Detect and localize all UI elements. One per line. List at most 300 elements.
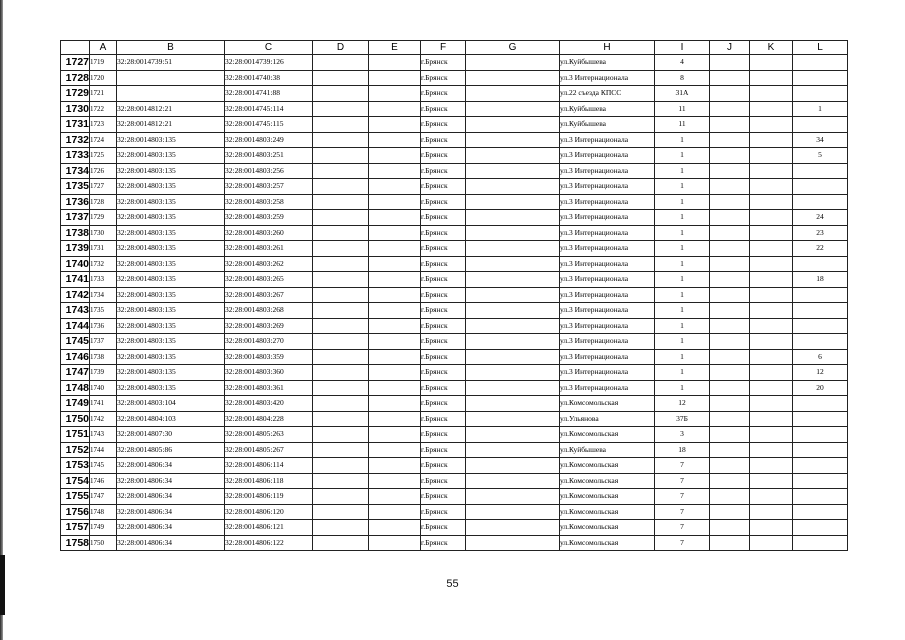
table-row <box>61 458 848 474</box>
cell-a: 1736 <box>90 318 117 334</box>
cell-k <box>750 272 793 288</box>
cell-c: 32:28:0014806:120 <box>225 504 313 520</box>
cell-c: 32:28:0014803:359 <box>225 349 313 365</box>
cell-g <box>466 225 560 241</box>
cell-i: 7 <box>655 473 710 489</box>
cell-c: 32:28:0014804:228 <box>225 411 313 427</box>
cell-l <box>793 489 848 505</box>
cell-j <box>710 117 750 133</box>
row-number: 1745 <box>61 334 90 350</box>
table-row <box>61 303 848 319</box>
cell-b: 32:28:0014803:135 <box>117 256 225 272</box>
cell-k <box>750 349 793 365</box>
cell-b: 32:28:0014803:135 <box>117 163 225 179</box>
cell-j <box>710 70 750 86</box>
cell-j <box>710 349 750 365</box>
cell-b: 32:28:0014803:135 <box>117 241 225 257</box>
cell-h: ул.Комсомольская <box>560 504 655 520</box>
table-row <box>61 349 848 365</box>
cell-c: 32:28:0014745:114 <box>225 101 313 117</box>
cell-c: 32:28:0014803:265 <box>225 272 313 288</box>
row-number: 1740 <box>61 256 90 272</box>
table-row <box>61 489 848 505</box>
cell-a: 1719 <box>90 55 117 71</box>
cell-f: г.Брянск <box>421 520 466 536</box>
cell-k <box>750 117 793 133</box>
table-row <box>61 179 848 195</box>
cell-l: 20 <box>793 380 848 396</box>
cell-b: 32:28:0014803:135 <box>117 225 225 241</box>
cell-e <box>369 504 421 520</box>
cell-j <box>710 473 750 489</box>
cell-k <box>750 287 793 303</box>
cell-j <box>710 55 750 71</box>
cell-h: ул.Куйбышева <box>560 117 655 133</box>
cell-i: 31А <box>655 86 710 102</box>
cell-k <box>750 210 793 226</box>
cell-e <box>369 380 421 396</box>
cell-g <box>466 287 560 303</box>
cell-g <box>466 210 560 226</box>
row-number: 1733 <box>61 148 90 164</box>
cell-d <box>313 194 369 210</box>
cell-l <box>793 504 848 520</box>
cell-h: ул.3 Интернационала <box>560 349 655 365</box>
cell-l <box>793 334 848 350</box>
cell-h: ул.3 Интернационала <box>560 148 655 164</box>
cell-k <box>750 256 793 272</box>
cell-b: 32:28:0014807:30 <box>117 427 225 443</box>
cell-c: 32:28:0014803:270 <box>225 334 313 350</box>
cell-d <box>313 411 369 427</box>
cell-a: 1744 <box>90 442 117 458</box>
cell-g <box>466 194 560 210</box>
cell-i: 11 <box>655 101 710 117</box>
cell-i: 1 <box>655 256 710 272</box>
cell-k <box>750 411 793 427</box>
cell-c: 32:28:0014803:268 <box>225 303 313 319</box>
page-number: 55 <box>446 578 459 590</box>
cell-k <box>750 148 793 164</box>
cell-c: 32:28:0014803:260 <box>225 225 313 241</box>
row-number: 1735 <box>61 179 90 195</box>
cell-f: г.Брянск <box>421 411 466 427</box>
cell-d <box>313 504 369 520</box>
cell-h: ул.Комсомольская <box>560 535 655 551</box>
cell-h: ул.Комсомольская <box>560 396 655 412</box>
cell-l <box>793 163 848 179</box>
cell-l: 1 <box>793 101 848 117</box>
cell-f: г.Брянск <box>421 55 466 71</box>
cell-j <box>710 489 750 505</box>
cell-j <box>710 225 750 241</box>
cell-l <box>793 411 848 427</box>
row-number: 1758 <box>61 535 90 551</box>
cell-k <box>750 535 793 551</box>
table-row <box>61 396 848 412</box>
cell-c: 32:28:0014739:126 <box>225 55 313 71</box>
cell-h: ул.Комсомольская <box>560 458 655 474</box>
cell-b: 32:28:0014803:135 <box>117 132 225 148</box>
cell-e <box>369 132 421 148</box>
cell-i: 1 <box>655 380 710 396</box>
cell-i: 1 <box>655 225 710 241</box>
cell-g <box>466 117 560 133</box>
cell-e <box>369 272 421 288</box>
table-row <box>61 272 848 288</box>
cell-l <box>793 70 848 86</box>
cell-k <box>750 473 793 489</box>
cell-e <box>369 473 421 489</box>
cell-a: 1750 <box>90 535 117 551</box>
cell-f: г.Брянск <box>421 334 466 350</box>
cell-k <box>750 318 793 334</box>
cell-i: 1 <box>655 163 710 179</box>
cell-f: г.Брянск <box>421 117 466 133</box>
cell-j <box>710 411 750 427</box>
cell-i: 7 <box>655 489 710 505</box>
cell-h: ул.3 Интернационала <box>560 194 655 210</box>
cell-k <box>750 241 793 257</box>
cell-a: 1747 <box>90 489 117 505</box>
cell-e <box>369 303 421 319</box>
cell-f: г.Брянск <box>421 396 466 412</box>
cell-j <box>710 241 750 257</box>
cell-i: 1 <box>655 334 710 350</box>
cell-l: 23 <box>793 225 848 241</box>
table-row <box>61 86 848 102</box>
cell-d <box>313 86 369 102</box>
cell-d <box>313 117 369 133</box>
cell-a: 1724 <box>90 132 117 148</box>
cell-e <box>369 225 421 241</box>
cell-d <box>313 318 369 334</box>
cell-h: ул.Ульянова <box>560 411 655 427</box>
cell-g <box>466 504 560 520</box>
cell-b: 32:28:0014803:135 <box>117 334 225 350</box>
column-header-i: I <box>655 41 710 55</box>
table-row <box>61 287 848 303</box>
column-header-d: D <box>313 41 369 55</box>
cell-i: 12 <box>655 396 710 412</box>
cell-h: ул.3 Интернационала <box>560 365 655 381</box>
cell-l <box>793 86 848 102</box>
cell-c: 32:28:0014803:420 <box>225 396 313 412</box>
cell-b: 32:28:0014803:135 <box>117 380 225 396</box>
row-number: 1732 <box>61 132 90 148</box>
cell-d <box>313 272 369 288</box>
cell-b: 32:28:0014812:21 <box>117 117 225 133</box>
cell-l: 18 <box>793 272 848 288</box>
column-header-k: K <box>750 41 793 55</box>
cell-c: 32:28:0014741:88 <box>225 86 313 102</box>
row-number: 1757 <box>61 520 90 536</box>
cell-j <box>710 303 750 319</box>
cell-g <box>466 380 560 396</box>
cell-j <box>710 132 750 148</box>
cell-i: 1 <box>655 148 710 164</box>
cell-e <box>369 148 421 164</box>
cell-j <box>710 535 750 551</box>
cell-d <box>313 148 369 164</box>
cell-j <box>710 365 750 381</box>
cell-b: 32:28:0014803:135 <box>117 148 225 164</box>
cell-b: 32:28:0014804:103 <box>117 411 225 427</box>
row-number: 1730 <box>61 101 90 117</box>
cell-b: 32:28:0014806:34 <box>117 489 225 505</box>
row-number: 1727 <box>61 55 90 71</box>
cell-j <box>710 179 750 195</box>
cell-a: 1735 <box>90 303 117 319</box>
cell-h: ул.3 Интернационала <box>560 272 655 288</box>
cell-j <box>710 458 750 474</box>
column-header-l: L <box>793 41 848 55</box>
table-row <box>61 194 848 210</box>
cell-i: 7 <box>655 535 710 551</box>
table-row <box>61 101 848 117</box>
cell-c: 32:28:0014806:122 <box>225 535 313 551</box>
cell-f: г.Брянск <box>421 442 466 458</box>
cell-a: 1738 <box>90 349 117 365</box>
cell-c: 32:28:0014803:249 <box>225 132 313 148</box>
cell-b: 32:28:0014803:135 <box>117 349 225 365</box>
cell-g <box>466 101 560 117</box>
cell-d <box>313 489 369 505</box>
cell-b: 32:28:0014805:86 <box>117 442 225 458</box>
cell-e <box>369 210 421 226</box>
cell-f: г.Брянск <box>421 535 466 551</box>
cell-e <box>369 365 421 381</box>
cell-g <box>466 442 560 458</box>
cell-f: г.Брянск <box>421 194 466 210</box>
row-number: 1744 <box>61 318 90 334</box>
cell-l <box>793 179 848 195</box>
cell-k <box>750 179 793 195</box>
cell-g <box>466 55 560 71</box>
cell-l <box>793 287 848 303</box>
cell-i: 8 <box>655 70 710 86</box>
cell-e <box>369 70 421 86</box>
cell-g <box>466 241 560 257</box>
row-number: 1747 <box>61 365 90 381</box>
cell-a: 1727 <box>90 179 117 195</box>
cell-f: г.Брянск <box>421 272 466 288</box>
table-row <box>61 442 848 458</box>
cell-i: 1 <box>655 132 710 148</box>
cell-g <box>466 303 560 319</box>
cell-k <box>750 163 793 179</box>
cell-j <box>710 334 750 350</box>
cell-c: 32:28:0014806:119 <box>225 489 313 505</box>
cell-j <box>710 256 750 272</box>
cell-i: 1 <box>655 179 710 195</box>
spreadsheet-table <box>60 40 848 551</box>
cell-h: ул.3 Интернационала <box>560 334 655 350</box>
cell-c: 32:28:0014803:256 <box>225 163 313 179</box>
cell-a: 1732 <box>90 256 117 272</box>
cell-j <box>710 396 750 412</box>
cell-e <box>369 458 421 474</box>
cell-i: 3 <box>655 427 710 443</box>
cell-j <box>710 148 750 164</box>
cell-k <box>750 303 793 319</box>
table-row <box>61 504 848 520</box>
cell-f: г.Брянск <box>421 380 466 396</box>
cell-c: 32:28:0014805:267 <box>225 442 313 458</box>
row-number: 1728 <box>61 70 90 86</box>
cell-h: ул.3 Интернационала <box>560 225 655 241</box>
cell-j <box>710 163 750 179</box>
row-number: 1731 <box>61 117 90 133</box>
cell-c: 32:28:0014803:267 <box>225 287 313 303</box>
cell-g <box>466 365 560 381</box>
cell-h: ул.3 Интернационала <box>560 132 655 148</box>
cell-d <box>313 380 369 396</box>
cell-a: 1737 <box>90 334 117 350</box>
cell-k <box>750 86 793 102</box>
cell-f: г.Брянск <box>421 458 466 474</box>
row-number: 1746 <box>61 349 90 365</box>
cell-g <box>466 272 560 288</box>
cell-j <box>710 86 750 102</box>
cell-f: г.Брянск <box>421 70 466 86</box>
cell-f: г.Брянск <box>421 101 466 117</box>
cell-l: 12 <box>793 365 848 381</box>
cell-j <box>710 101 750 117</box>
cell-g <box>466 535 560 551</box>
cell-j <box>710 520 750 536</box>
cell-e <box>369 194 421 210</box>
cell-a: 1741 <box>90 396 117 412</box>
cell-b: 32:28:0014812:21 <box>117 101 225 117</box>
cell-k <box>750 225 793 241</box>
cell-h: ул.Куйбышева <box>560 101 655 117</box>
cell-b <box>117 70 225 86</box>
cell-e <box>369 287 421 303</box>
cell-h: ул.3 Интернационала <box>560 179 655 195</box>
column-header-a: A <box>90 41 117 55</box>
cell-h: ул.Куйбышева <box>560 55 655 71</box>
cell-e <box>369 117 421 133</box>
table-row <box>61 473 848 489</box>
column-header-c: C <box>225 41 313 55</box>
row-number: 1751 <box>61 427 90 443</box>
cell-b: 32:28:0014803:135 <box>117 179 225 195</box>
cell-b: 32:28:0014806:34 <box>117 473 225 489</box>
row-number: 1736 <box>61 194 90 210</box>
cell-e <box>369 427 421 443</box>
cell-l <box>793 442 848 458</box>
cell-c: 32:28:0014806:114 <box>225 458 313 474</box>
cell-l <box>793 117 848 133</box>
cell-f: г.Брянск <box>421 303 466 319</box>
cell-i: 11 <box>655 117 710 133</box>
cell-a: 1739 <box>90 365 117 381</box>
cell-b: 32:28:0014806:34 <box>117 535 225 551</box>
cell-d <box>313 458 369 474</box>
cell-l <box>793 458 848 474</box>
cell-k <box>750 194 793 210</box>
cell-f: г.Брянск <box>421 287 466 303</box>
cell-b: 32:28:0014806:34 <box>117 458 225 474</box>
cell-l <box>793 520 848 536</box>
cell-e <box>369 411 421 427</box>
table-row <box>61 411 848 427</box>
cell-a: 1730 <box>90 225 117 241</box>
cell-f: г.Брянск <box>421 489 466 505</box>
cell-g <box>466 489 560 505</box>
table-row <box>61 256 848 272</box>
cell-f: г.Брянск <box>421 163 466 179</box>
cell-e <box>369 101 421 117</box>
row-number: 1739 <box>61 241 90 257</box>
cell-d <box>313 520 369 536</box>
cell-k <box>750 520 793 536</box>
cell-h: ул.3 Интернационала <box>560 380 655 396</box>
cell-g <box>466 458 560 474</box>
cell-l: 24 <box>793 210 848 226</box>
table-row <box>61 318 848 334</box>
cell-k <box>750 458 793 474</box>
cell-i: 1 <box>655 287 710 303</box>
table-row <box>61 132 848 148</box>
table-body <box>61 55 848 551</box>
cell-g <box>466 256 560 272</box>
cell-b: 32:28:0014803:104 <box>117 396 225 412</box>
cell-l <box>793 194 848 210</box>
cell-b: 32:28:0014803:135 <box>117 303 225 319</box>
cell-j <box>710 210 750 226</box>
cell-l: 22 <box>793 241 848 257</box>
cell-f: г.Брянск <box>421 473 466 489</box>
cell-a: 1728 <box>90 194 117 210</box>
cell-i: 1 <box>655 365 710 381</box>
column-header-g: G <box>466 41 560 55</box>
cell-g <box>466 70 560 86</box>
cell-d <box>313 365 369 381</box>
table-row <box>61 117 848 133</box>
row-number: 1754 <box>61 473 90 489</box>
table-row <box>61 70 848 86</box>
cell-l <box>793 535 848 551</box>
cell-k <box>750 132 793 148</box>
cell-b: 32:28:0014803:135 <box>117 272 225 288</box>
row-number: 1755 <box>61 489 90 505</box>
cell-f: г.Брянск <box>421 427 466 443</box>
cell-d <box>313 287 369 303</box>
cell-b: 32:28:0014739:51 <box>117 55 225 71</box>
cell-a: 1745 <box>90 458 117 474</box>
cell-l <box>793 427 848 443</box>
row-number: 1743 <box>61 303 90 319</box>
cell-g <box>466 520 560 536</box>
table-row <box>61 148 848 164</box>
cell-f: г.Брянск <box>421 318 466 334</box>
cell-k <box>750 55 793 71</box>
column-header-j: J <box>710 41 750 55</box>
cell-h: ул.22 съезда КПСС <box>560 86 655 102</box>
cell-i: 37Б <box>655 411 710 427</box>
cell-c: 32:28:0014803:269 <box>225 318 313 334</box>
cell-c: 32:28:0014803:258 <box>225 194 313 210</box>
cell-a: 1733 <box>90 272 117 288</box>
cell-f: г.Брянск <box>421 86 466 102</box>
cell-h: ул.Куйбышева <box>560 442 655 458</box>
cell-h: ул.3 Интернационала <box>560 163 655 179</box>
column-header-h: H <box>560 41 655 55</box>
row-number: 1742 <box>61 287 90 303</box>
cell-e <box>369 318 421 334</box>
